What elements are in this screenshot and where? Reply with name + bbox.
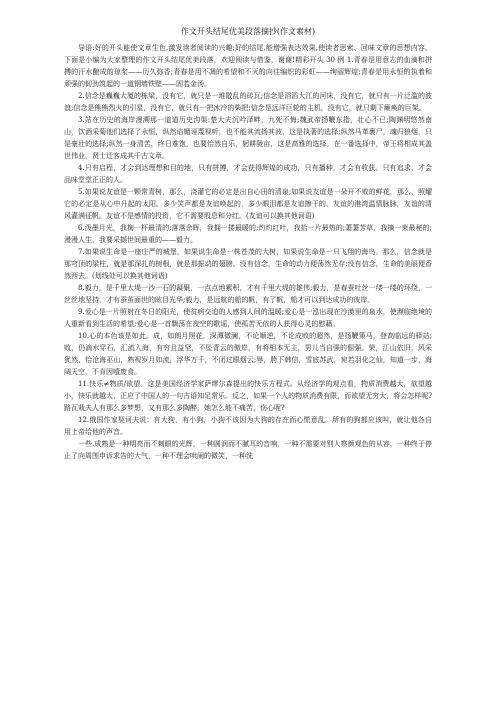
paragraph-3: 3.站在历史的海岸漫溯那一道道历史沟渠:楚大夫沉吟泽畔，九死不悔;魏武帝扬鞭东指，壮心不已;陶渊明悠然南山，饮酒采菊他们选择了永恒，纵然谄媚诬蔑视听，也不能其流扬其波，这是执著的选择;纵然马革裹尸，魂归狼烟，只是豪壮的选择;纵然一身清苦，终日难饱，也要怡然自乐，躬耕陇亩，这是高雅的选择。在一番选择中，帝王将相成其盖世伟业，贤士迁客成其千古文章。	[64, 116, 432, 160]
paragraph-9: 9.爱心是一片照射在冬日的阳光，使贫病交迫的人感到人间的温暖;爱心是一泓出现在沙漠里的泉水，使濒临绝境的人重新看到生活的希望;爱心是一首飘荡在夜空的歌谣，使孤苦无依的人获得心灵的慰藉。	[64, 308, 432, 328]
paragraph-8: 8.毅力，是千里大堤一沙一石的凝聚，一点点地累积，才有千里大堤的雄伟;毅力，是春蚕吐丝一缕一缕的环绕，一丝丝地坚持，才有蚕茧面世的眩目光华;毅力，是远航的船的帆，有了帆，船才可以到达成功的彼岸。	[64, 284, 432, 304]
paragraph-6: 6.泼墨月光，我掬一杯最清的;落落余晖，我拥一搂最暖的;灼灼红叶，我拾一片最热的;萋萋芳草，我摘一束最秘的;漫漫人生，我要采撷世间最重的——毅力。	[64, 224, 432, 244]
document-title: 作文开头结尾优美段落摘抄(作文素材)	[180, 27, 316, 36]
paragraph-10: 10.心的本色该是如此。成，如朗月照花，深潭微澜，不论顺逆，不论成败的超然，是扬鞭策马，登高临远的驿站;败，仍滴水穿石，汇流入海，有穷且益坚，不坠青云的傲岸，有将相本无主，男儿当自强的倔强。荣，江山依旧，风采犹然，恰沧海巫山，熟视岁月如流，浮华万千，不闭过眼烟云;辱，胯下韩信，雪底苏武，宛若羽化之仙，知道一步，海阔天空，不肯因噎废食。	[64, 332, 432, 376]
paragraph-intro: 导语:好的开头能使文章生色,激发读者阅读的兴趣;好的结尾,能增强表达效果,使读者思索、回味文章的思想内容。下面是小编为大家整理的作文开头结尾优美段落，欢迎阅读与借鉴，谢谢!精彩开头 30 例 1.青春是用意志的血滴和拼搏的汗水酿成的琼浆——历久弥香;青春是用不凋的希望和不灭的向往编织的彩虹——绚丽辉煌;青春是用永恒的执着和顽强的韧劲筑起的一道钢墙铁壁——固若金汤。	[64, 44, 432, 88]
paragraph-5: 5.如果说友谊是一颗常青树，那么，浇灌它的必定是出自心田的清泉;如果说友谊是一朵开不败的鲜花，那么，照耀它的必定是从心中升起的太阳。多少笑声都是友谊唤起的，多少眼泪都是友谊擦干的。友谊的港湾温情脉脉，友谊的清风灌满征帆。友谊不是感情的投资，它不需要股息和分红。(友谊可以换其他词语)	[64, 188, 432, 220]
paragraph-13: 一些.成熟是一种明亮而不刺眼的光辉，一种圆润而不腻耳的音响，一种不需要对别人察颜观色的从容，一种终于停止了向周围申诉求告的大气，一种不理会哄闹的微笑，一种洗	[64, 440, 432, 460]
paragraph-7: 7.如果说生命是一座庄严的城堡，如果说生命是一株苍茂的大树，如果说生命是一只飞翔的海鸟。那么，信念就是那穹顶的梁柱，就是那深扎的树根，就是那振动的翅膀。没有信念，生命的动力便荡然无存;没有信念，生命的美丽便香然西去。(划线处可以换其他词语)	[64, 248, 432, 280]
paragraph-2: 2.信念是巍巍大厦的栋梁，没有它，就只是一堆散乱的砖瓦;信念是滔滔大江的河床，没有它，就只有一片泛滥的波浪;信念是熊熊烈火的引星，没有它，就只有一把冰冷的柴把;信念是远洋巨轮的主机，没有它，就只剩下瘫痪的巨架。	[64, 92, 432, 112]
paragraph-4: 4.只有启程，才会到达理想和目的地，只有拼搏，才会获得辉煌的成功，只有播种，才会有收获。只有追求，才会品味堂堂正正的人。	[64, 164, 432, 184]
paragraph-11: 11.快乐≠物质/欲望。这是美国经济学家萨缪尔森提出的快乐方程式。从经济学的观点看，物质消费越大，欲望越小，快乐就越大，正应了中国人的一句古语知足常乐。反之，如果一个人的物质消费有限，而欲望无穷大，将会怎样呢?路瓦栽夫人有那么多梦想，又有那么多陶醉，她怎么能不痛苦，伤心呢?	[64, 380, 432, 412]
paragraph-12: 12.俄国作家契诃夫说：有大狗，有小狗，小狗不该因为大狗的存在而心慌意乱。所有的狗都应该叫，就让他各自用上帝给他的声音。	[64, 416, 432, 436]
